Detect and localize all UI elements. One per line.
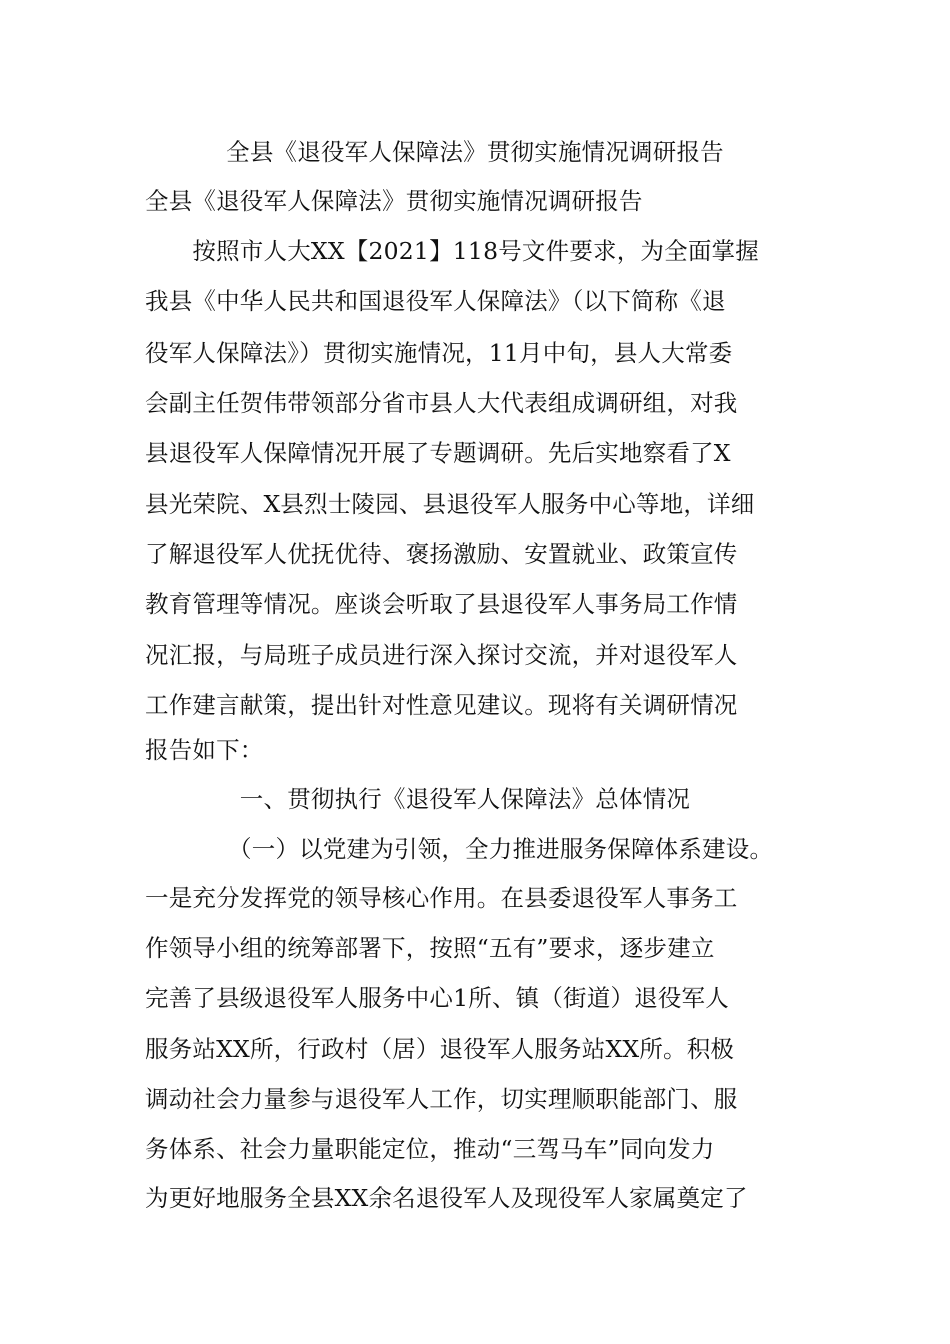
subsection-heading: （一）以党建为引领，全力推进服务保障体系建设。 [145, 835, 774, 863]
paragraph-line: 了解退役军人优抚优待、褒扬激励、安置就业、政策宣传 [145, 540, 738, 568]
paragraph-line: 教育管理等情况。座谈会听取了县退役军人事务局工作情 [145, 590, 738, 618]
paragraph-line: 务体系、社会力量职能定位，推动“三驾马车”同向发力 [145, 1135, 715, 1163]
paragraph-line: 调动社会力量参与退役军人工作，切实理顺职能部门、服 [145, 1085, 738, 1113]
paragraph-line: 况汇报，与局班子成员进行深入探讨交流，并对退役军人 [145, 641, 738, 669]
section-heading: 一、贯彻执行《退役军人保障法》总体情况 [145, 785, 691, 813]
paragraph-line: 县退役军人保障情况开展了专题调研。先后实地察看了X [145, 439, 731, 467]
paragraph-line: 工作建言献策，提出针对性意见建议。现将有关调研情况 [145, 691, 738, 719]
paragraph-line: 我县《中华人民共和国退役军人保障法》（以下简称《退 [145, 287, 726, 315]
paragraph-line: 服务站XX所，行政村（居）退役军人服务站XX所。积极 [145, 1035, 735, 1063]
paragraph-line: 为更好地服务全县XX余名退役军人及现役军人家属奠定了 [145, 1184, 748, 1212]
paragraph-line: 按照市人大XX【2021】118号文件要求，为全面掌握 [145, 237, 759, 265]
document-title-left: 全县《退役军人保障法》贯彻实施情况调研报告 [145, 187, 643, 215]
paragraph-line: 县光荣院、X县烈士陵园、县退役军人服务中心等地，详细 [145, 490, 755, 518]
paragraph-line: 作领导小组的统筹部署下，按照“五有”要求，逐步建立 [145, 934, 715, 962]
paragraph-line: 役军人保障法》）贯彻实施情况，11月中旬，县人大常委 [145, 339, 733, 367]
paragraph-line: 一是充分发挥党的领导核心作用。在县委退役军人事务工 [145, 884, 738, 912]
paragraph-line: 完善了县级退役军人服务中心1所、镇（街道）退役军人 [145, 984, 729, 1012]
document-title-centered: 全县《退役军人保障法》贯彻实施情况调研报告 [226, 138, 724, 166]
paragraph-line: 报告如下： [145, 736, 264, 764]
paragraph-line: 会副主任贺伟带领部分省市县人大代表组成调研组，对我 [145, 389, 738, 417]
